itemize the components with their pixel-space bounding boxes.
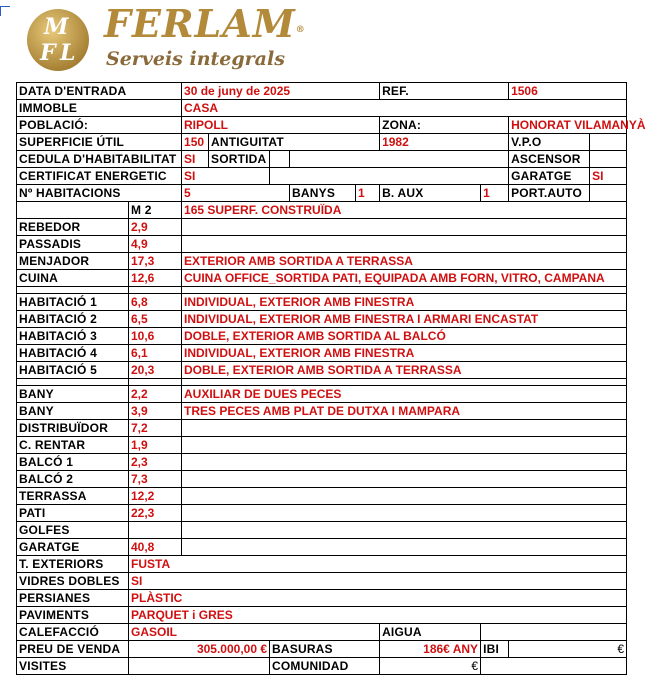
- feature-value: PLÀSTIC: [129, 590, 627, 607]
- room-description: [182, 471, 627, 488]
- preu-label: PREU DE VENDA: [17, 641, 129, 658]
- room-name: BALCÓ 1: [17, 454, 129, 471]
- poblacio-label: POBLACIÓ:: [17, 117, 182, 134]
- room-name: HABITACIÓ 1: [17, 294, 129, 311]
- room-name: REBEDOR: [17, 219, 129, 236]
- calefaccio-value: GASOIL: [129, 624, 380, 641]
- feature-value: SI: [129, 573, 627, 590]
- room-description: TRES PECES AMB PLAT DE DUTXA I MAMPARA: [182, 403, 627, 420]
- room-row: [17, 522, 627, 539]
- room-description: CUINA OFFICE_SORTIDA PATI, EQUIPADA AMB FORN, VITRO, CAMPANA: [182, 270, 627, 287]
- aigua-label: AIGUA: [380, 624, 481, 641]
- comunidad-value: €: [380, 658, 481, 675]
- room-description: [182, 539, 627, 556]
- room-m2: 2,9: [129, 219, 182, 236]
- room-description: [182, 454, 627, 471]
- room-name: HABITACIÓ 4: [17, 345, 129, 362]
- empty-cell: [17, 202, 129, 219]
- room-name: TERRASSA: [17, 488, 129, 505]
- room-row: [17, 488, 627, 505]
- baux-label: B. AUX: [380, 185, 481, 202]
- room-description: [182, 236, 627, 253]
- room-m2: 6,5: [129, 311, 182, 328]
- room-name: GARATGE: [17, 539, 129, 556]
- superficie-label: SUPERFICIE ÚTIL: [17, 134, 182, 151]
- room-row: [17, 294, 627, 311]
- zona-value: HONORAT VILAMANYÀ: [509, 117, 627, 134]
- visites-label: VISITES: [17, 658, 129, 675]
- spacer-cell: [182, 379, 627, 386]
- feature-label: VIDRES DOBLES: [17, 573, 129, 590]
- feature-label: PAVIMENTS: [17, 607, 129, 624]
- room-name: GOLFES: [17, 522, 129, 539]
- banys-value: 1: [356, 185, 380, 202]
- room-row: [17, 403, 627, 420]
- vpo-label: V.P.O: [509, 134, 590, 151]
- visites-value: [129, 658, 270, 675]
- portauto-value: [590, 185, 627, 202]
- room-description: EXTERIOR AMB SORTIDA A TERRASSA: [182, 253, 627, 270]
- portauto-label: PORT.AUTO: [509, 185, 590, 202]
- room-row: [17, 328, 627, 345]
- room-description: [182, 219, 627, 236]
- room-row: [17, 219, 627, 236]
- room-row: [17, 345, 627, 362]
- room-description: INDIVIDUAL, EXTERIOR AMB FINESTRA I ARMARI ENCASTAT: [182, 311, 627, 328]
- room-m2: 6,8: [129, 294, 182, 311]
- immoble-label: IMMOBLE: [17, 100, 182, 117]
- room-m2: 12,6: [129, 270, 182, 287]
- garatge-label: GARATGE: [509, 168, 590, 185]
- room-name: PASSADIS: [17, 236, 129, 253]
- room-m2: 7,2: [129, 420, 182, 437]
- room-name: DISTRIBUÏDOR: [17, 420, 129, 437]
- room-m2: 3,9: [129, 403, 182, 420]
- ascensor-label: ASCENSOR: [509, 151, 590, 168]
- room-name: C. RENTAR: [17, 437, 129, 454]
- habitacions-label: Nº HABITACIONS: [17, 185, 182, 202]
- feature-label: T. EXTERIORS: [17, 556, 129, 573]
- room-row: [17, 236, 627, 253]
- antiguitat-value: 1982: [380, 134, 509, 151]
- room-m2: 22,3: [129, 505, 182, 522]
- property-sheet: [16, 82, 646, 675]
- room-m2: 4,9: [129, 236, 182, 253]
- room-m2: 17,3: [129, 253, 182, 270]
- vpo-value: [590, 134, 627, 151]
- certificat-value: SI: [182, 168, 270, 185]
- room-row: [17, 471, 627, 488]
- room-row: [17, 420, 627, 437]
- room-row: [17, 270, 627, 287]
- brand-tagline: Serveis integrals: [106, 48, 285, 70]
- cedula-value: SI: [182, 151, 209, 168]
- room-row: [17, 437, 627, 454]
- certificat-label: CERTIFICAT ENERGETIC: [17, 168, 182, 185]
- garatge-value: SI: [590, 168, 627, 185]
- sortida-label: SORTIDA: [209, 151, 270, 168]
- zona-label: ZONA:: [380, 117, 509, 134]
- room-row: [17, 539, 627, 556]
- room-description: [182, 505, 627, 522]
- spacer-cell: [17, 287, 129, 294]
- room-m2: 1,9: [129, 437, 182, 454]
- feature-row: [17, 590, 627, 607]
- feature-value: PARQUET i GRES: [129, 607, 627, 624]
- spacer-cell: [182, 287, 627, 294]
- data-entrada-value: 30 de juny de 2025: [182, 83, 380, 100]
- feature-value: FUSTA: [129, 556, 627, 573]
- preu-value: 305.000,00 €: [129, 641, 270, 658]
- room-name: HABITACIÓ 3: [17, 328, 129, 345]
- room-m2: 20,3: [129, 362, 182, 379]
- room-m2: 40,8: [129, 539, 182, 556]
- superficie-value: 150: [182, 134, 209, 151]
- room-row: [17, 386, 627, 403]
- room-description: [182, 522, 627, 539]
- spacer-cell: [17, 379, 129, 386]
- ibi-value: €: [509, 641, 627, 658]
- room-description: INDIVIDUAL, EXTERIOR AMB FINESTRA: [182, 294, 627, 311]
- feature-row: [17, 573, 627, 590]
- room-description: DOBLE, EXTERIOR AMB SORTIDA A TERRASSA: [182, 362, 627, 379]
- basuras-value: 186€ ANY: [380, 641, 481, 658]
- ref-label: REF.: [380, 83, 509, 100]
- habitacions-value: 5: [182, 185, 290, 202]
- spacer-cell: [129, 379, 182, 386]
- room-description: [182, 437, 627, 454]
- ibi-label: IBI: [481, 641, 509, 658]
- room-m2: 6,1: [129, 345, 182, 362]
- room-name: BANY: [17, 386, 129, 403]
- poblacio-value: RIPOLL: [182, 117, 380, 134]
- empty-cell: [290, 151, 509, 168]
- spacer-cell: [129, 287, 182, 294]
- baux-value: 1: [481, 185, 509, 202]
- data-entrada-label: DATA D'ENTRADA: [17, 83, 182, 100]
- empty-cell: [481, 658, 627, 675]
- room-row: [17, 253, 627, 270]
- room-m2: 2,3: [129, 454, 182, 471]
- room-description: DOBLE, EXTERIOR AMB SORTIDA AL BALCÓ: [182, 328, 627, 345]
- room-m2: 10,6: [129, 328, 182, 345]
- comunidad-label: COMUNIDAD: [270, 658, 380, 675]
- immoble-value: CASA: [182, 100, 627, 117]
- room-row: [17, 311, 627, 328]
- room-m2: [129, 522, 182, 539]
- room-description: [182, 488, 627, 505]
- room-description: AUXILIAR DE DUES PECES: [182, 386, 627, 403]
- svg-text:F: F: [40, 40, 56, 66]
- page-corner-mark: [0, 6, 10, 16]
- calefaccio-row: [17, 624, 627, 641]
- feature-label: PERSIANES: [17, 590, 129, 607]
- room-description: INDIVIDUAL, EXTERIOR AMB FINESTRA: [182, 345, 627, 362]
- room-row: [17, 454, 627, 471]
- svg-text:L: L: [60, 40, 76, 66]
- banys-label: BANYS: [290, 185, 356, 202]
- feature-row: [17, 556, 627, 573]
- room-row: [17, 362, 627, 379]
- room-name: BALCÓ 2: [17, 471, 129, 488]
- feature-row: [17, 607, 627, 624]
- room-name: MENJADOR: [17, 253, 129, 270]
- preu-row: [17, 641, 627, 658]
- cedula-label: CEDULA D'HABITABILITAT: [17, 151, 182, 168]
- basuras-label: BASURAS: [270, 641, 380, 658]
- svg-text:M: M: [44, 14, 69, 40]
- ferlam-logo: [22, 8, 94, 72]
- room-row: [17, 505, 627, 522]
- room-name: HABITACIÓ 2: [17, 311, 129, 328]
- room-name: PATI: [17, 505, 129, 522]
- m2-header: M 2: [129, 202, 182, 219]
- room-name: BANY: [17, 403, 129, 420]
- empty-cell: [270, 168, 509, 185]
- sortida-value: [270, 151, 290, 168]
- antiguitat-label: ANTIGUITAT: [209, 134, 380, 151]
- aigua-value: [481, 624, 627, 641]
- visites-row: [17, 658, 627, 675]
- room-name: HABITACIÓ 5: [17, 362, 129, 379]
- room-description: [182, 420, 627, 437]
- calefaccio-label: CALEFACCIÓ: [17, 624, 129, 641]
- brand-name: FERLAM®: [104, 1, 306, 46]
- ascensor-value: [590, 151, 627, 168]
- room-name: CUINA: [17, 270, 129, 287]
- room-m2: 2,2: [129, 386, 182, 403]
- superficie-construida: 165 SUPERF. CONSTRUÏDA: [182, 202, 627, 219]
- room-m2: 7,3: [129, 471, 182, 488]
- ref-value: 1506: [509, 83, 627, 100]
- room-m2: 12,2: [129, 488, 182, 505]
